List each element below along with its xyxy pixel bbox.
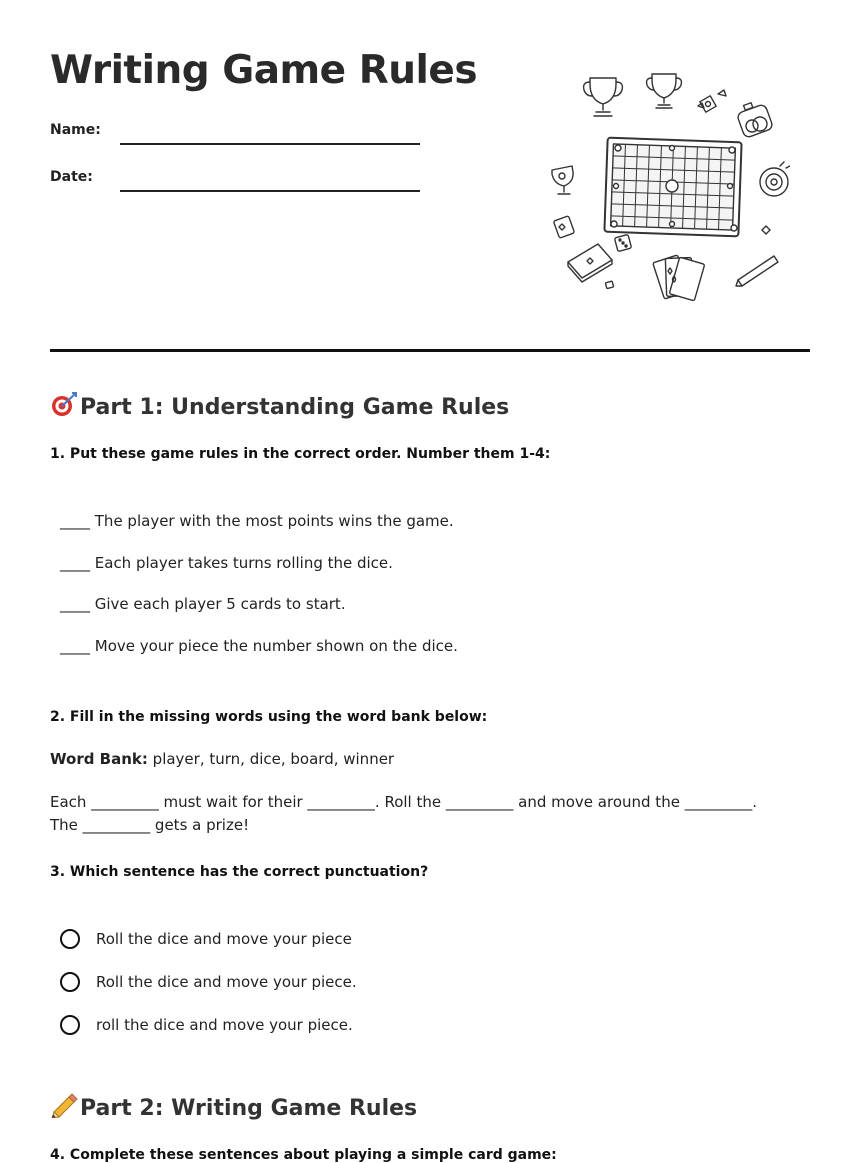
question-1-prompt: 1. Put these game rules in the correct order. Number them 1-4:	[50, 446, 551, 462]
timer-icon	[736, 103, 773, 139]
radio-button[interactable]	[60, 972, 80, 992]
name-label: Name:	[50, 122, 101, 138]
game-pieces-icon	[698, 90, 726, 112]
pencil-icon	[50, 1092, 80, 1124]
playing-cards-icon	[653, 255, 705, 301]
question-2-prompt: 2. Fill in the missing words using the word bank below:	[50, 709, 488, 725]
part1-heading-text: Part 1: Understanding Game Rules	[80, 395, 510, 420]
word-bank-words: player, turn, dice, board, winner	[152, 750, 395, 768]
answer-option-label: roll the dice and move your piece.	[96, 1016, 353, 1034]
word-bank	[50, 750, 394, 768]
page-title: Writing Game Rules	[50, 48, 478, 93]
radio-button[interactable]	[60, 1015, 80, 1035]
card-icon	[553, 216, 574, 238]
game-board-icon	[604, 138, 741, 237]
fill-in-sentence[interactable]: Each _________ must wait for their _________. Roll the _________ and move around the _________. The _________ gets a prize!	[50, 793, 757, 834]
header-divider	[50, 349, 810, 352]
radio-button[interactable]	[60, 929, 80, 949]
question-4-prompt: 4. Complete these sentences about playing a simple card game:	[50, 1147, 557, 1163]
date-label: Date:	[50, 169, 93, 185]
pencil-drawing-icon	[736, 256, 778, 286]
trophy-icon	[584, 78, 623, 116]
name-field[interactable]	[120, 143, 420, 145]
answer-option-label: Roll the dice and move your piece	[96, 930, 352, 948]
date-field[interactable]	[120, 190, 420, 192]
answer-option[interactable]	[60, 1013, 353, 1037]
answer-option[interactable]	[60, 927, 352, 951]
part2-heading-text: Part 2: Writing Game Rules	[80, 1096, 418, 1121]
medal-icon	[760, 162, 790, 196]
game-illustration	[540, 62, 790, 302]
target-dart-icon	[50, 391, 80, 423]
order-item[interactable]: ____ The player with the most points wins the game.	[60, 512, 454, 530]
part1-heading	[50, 391, 509, 423]
card-deck-icon	[568, 244, 612, 282]
answer-option[interactable]	[60, 970, 357, 994]
card-suit-icon	[762, 226, 770, 234]
order-item[interactable]: ____ Give each player 5 cards to start.	[60, 595, 346, 613]
part2-heading	[50, 1092, 417, 1124]
trophy-icon	[552, 166, 573, 194]
order-item[interactable]: ____ Move your piece the number shown on the dice.	[60, 637, 458, 655]
question-3-prompt: 3. Which sentence has the correct punctuation?	[50, 864, 429, 880]
order-item[interactable]: ____ Each player takes turns rolling the dice.	[60, 554, 393, 572]
answer-option-label: Roll the dice and move your piece.	[96, 973, 357, 991]
trophy-icon	[647, 74, 682, 108]
word-bank-label: Word Bank:	[50, 750, 148, 768]
